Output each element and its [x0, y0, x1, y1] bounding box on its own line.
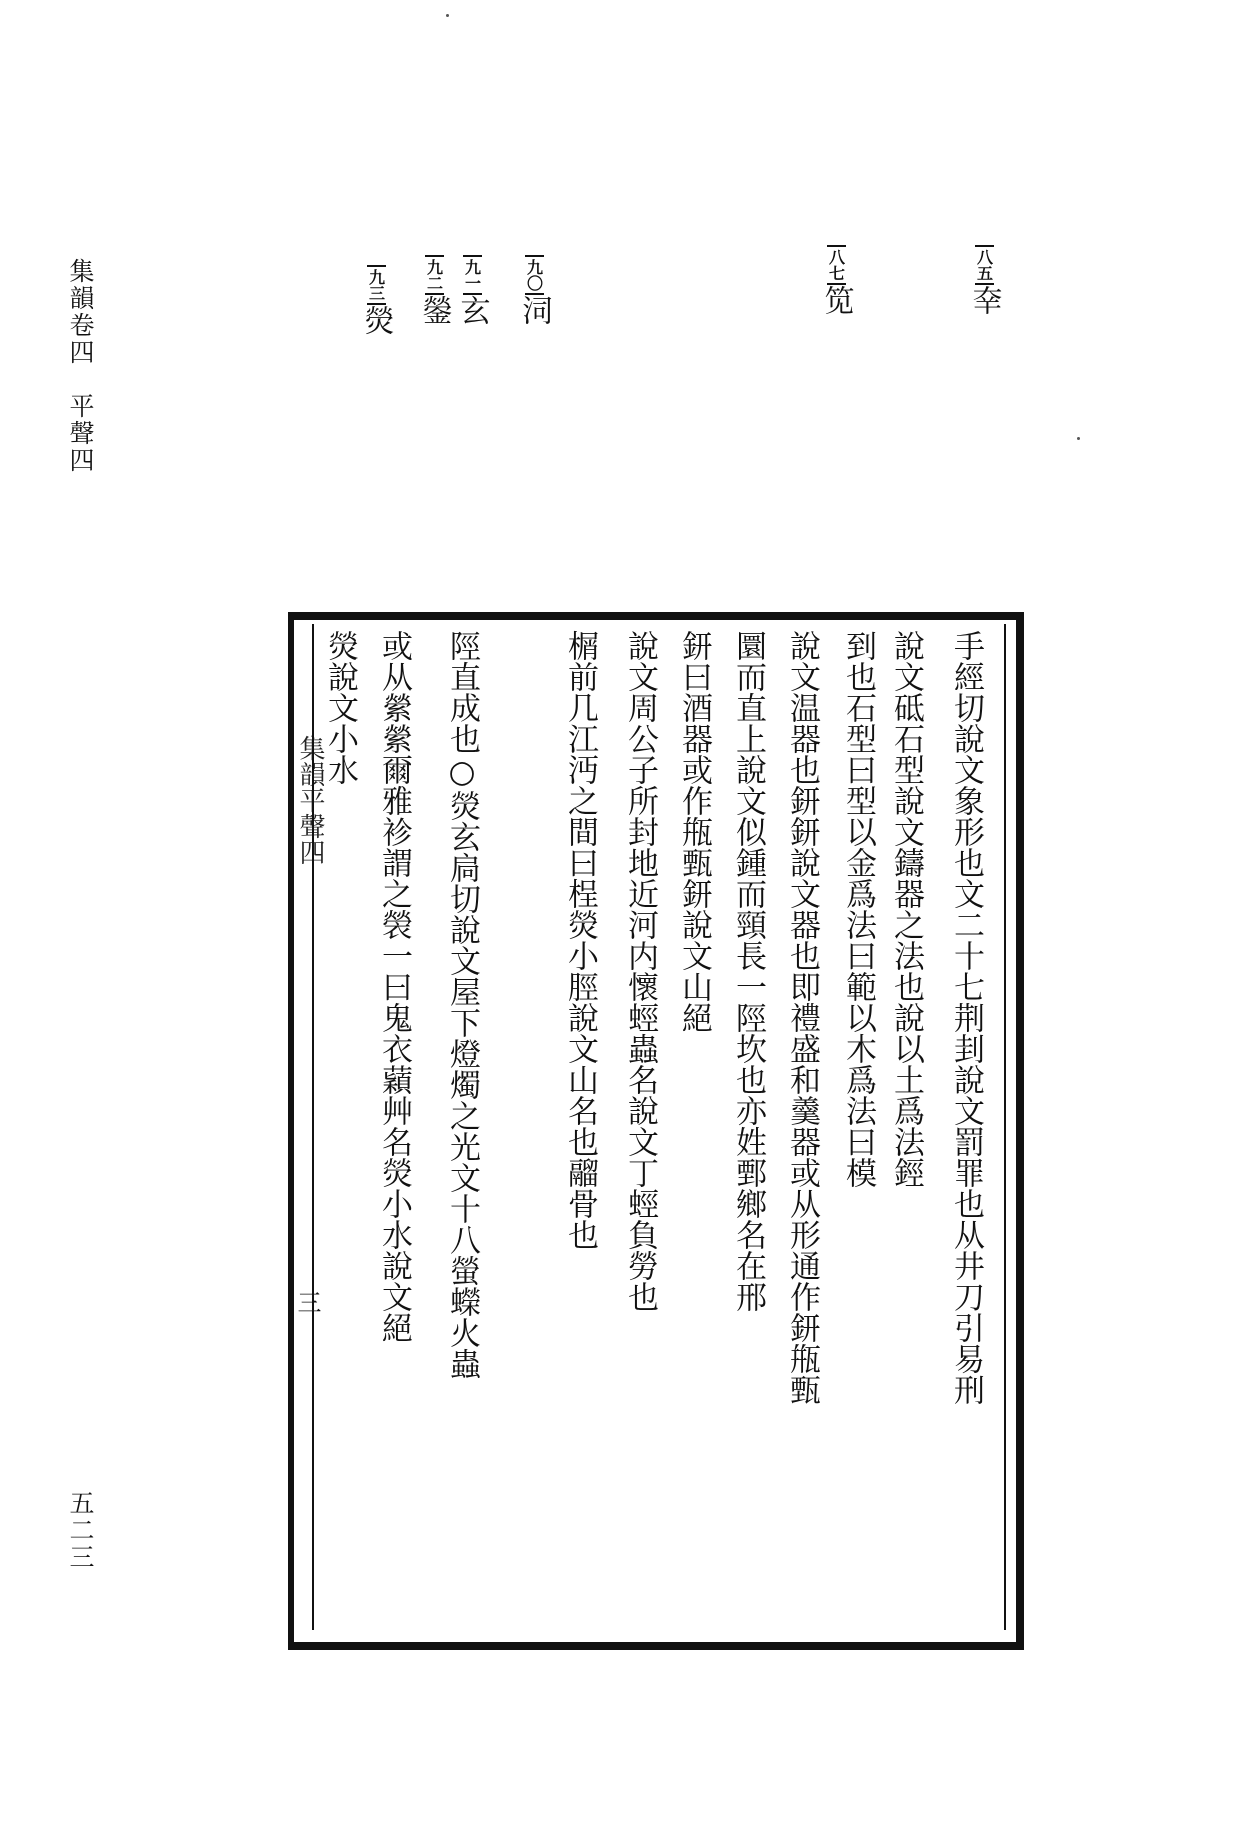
collation-note-92 — [418, 255, 450, 325]
collation-note-93 — [360, 265, 392, 335]
note-char: 鎣 — [416, 295, 452, 325]
fold-leaf-number: 三 — [293, 1290, 321, 1314]
running-head: 集韻卷四 平聲四 — [66, 258, 95, 474]
text-column-6: 鈃曰酒器或作甁甄鈃說文山絕 — [676, 630, 712, 1033]
note-ref: 八七 — [827, 245, 846, 285]
collation-note-85 — [968, 245, 1000, 315]
text-column-7: 說文周公子所封地近河内懷蛵蟲名說文丁蛵負勞也 — [622, 630, 658, 1312]
note-char: 笕 — [818, 285, 854, 315]
note-char: 㚔 — [966, 285, 1002, 315]
scan-speck — [1077, 437, 1080, 440]
text-column-5: 圜而直上說文似鍾而頸長一陘坎也亦姓鄄鄉名在邢 — [730, 630, 766, 1312]
note-ref: 九一 — [463, 255, 482, 295]
fold-title: 集韻平聲四 — [295, 735, 325, 865]
text-column-1: 手經切說文象形也文二十七荆刲說文罰罪也从井刀引易刑 — [948, 630, 984, 1405]
text-column-8: 榍前几江沔之間曰桯熒小脛說文山名也鬸骨也 — [562, 630, 598, 1250]
note-ref: 九三 — [367, 265, 386, 305]
text-column-2: 說文砥石型說文鑄器之法也說以土爲法鋞 — [888, 630, 924, 1188]
text-column-4: 說文温器也鈃鈃說文器也即禮盛和羹器或从形通作鈃甁甄 — [784, 630, 820, 1405]
note-char: 熒 — [358, 305, 394, 335]
note-ref: 九〇 — [525, 255, 544, 295]
note-char: 玄 — [454, 295, 490, 325]
collation-note-91 — [456, 255, 488, 325]
text-column-3: 到也石型曰型以金爲法曰範以木爲法曰模 — [840, 630, 876, 1188]
collation-note-87 — [820, 245, 852, 315]
collation-note-90 — [518, 255, 550, 325]
scan-speck — [446, 14, 449, 17]
page-number: 五二三 — [66, 1490, 95, 1571]
text-column-11: 熒說文小水 — [322, 630, 358, 785]
text-column-9: 陘直成也○熒玄扃切說文屋下燈燭之光文十八螢蠑火蟲 — [444, 630, 480, 1379]
text-column-10: 或从縈縈爾雅袗謂之褮一曰鬼衣蘔艸名熒小水說文絕 — [376, 630, 412, 1343]
note-ref: 八五 — [975, 245, 994, 285]
note-ref: 九二 — [425, 255, 444, 295]
note-char: 泀 — [516, 295, 552, 325]
